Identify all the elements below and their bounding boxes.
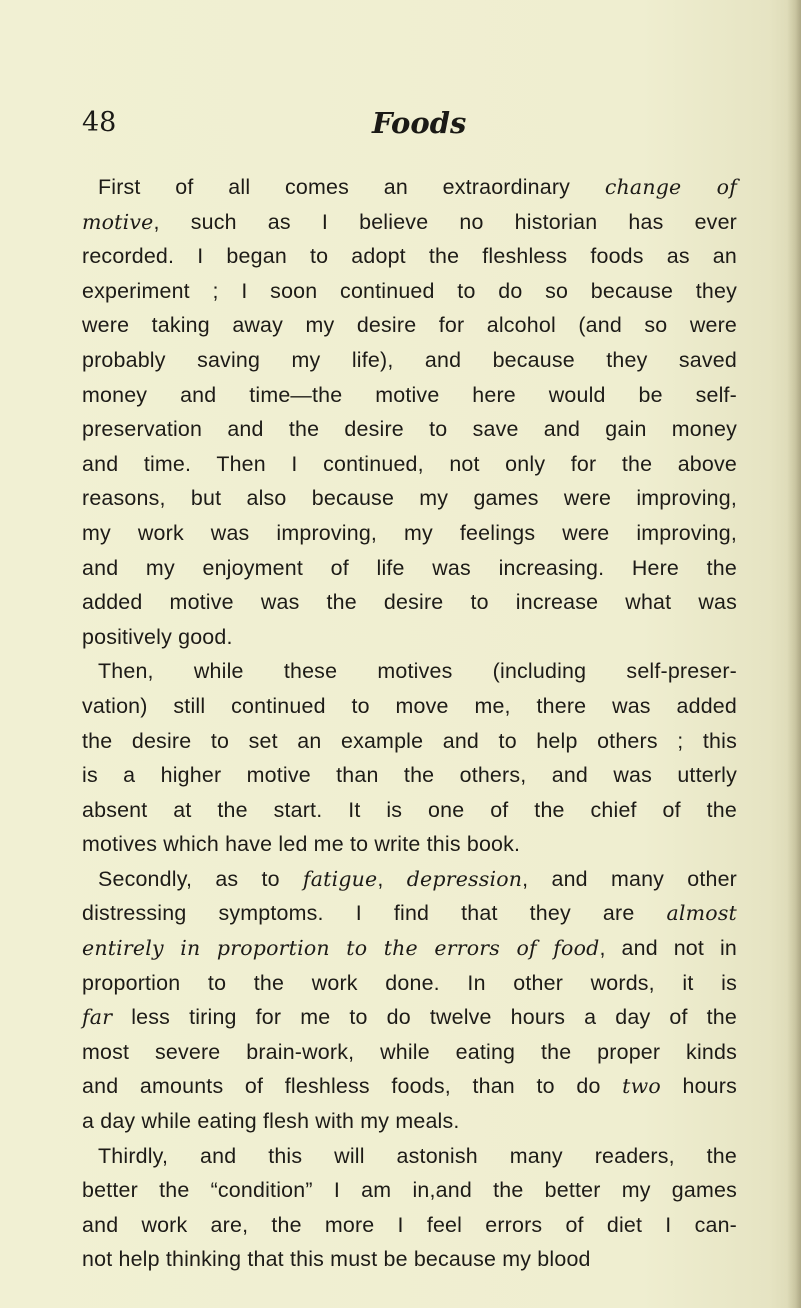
text-line [82, 620, 737, 655]
text-run: proportion to the work done. In other words, it is [82, 970, 737, 995]
text-line [82, 170, 737, 205]
text-line [82, 585, 737, 620]
text-run: most severe brain-work, while eating the proper kinds [82, 1039, 737, 1064]
text-run: Then, while these motives (including self-preser- [98, 659, 737, 684]
text-run: my work was improving, my feelings were improving, [82, 520, 737, 545]
text-line [82, 827, 737, 862]
text-run: reasons, but also because my games were improving, [82, 486, 737, 511]
running-title: Foods [372, 106, 467, 140]
text-line [82, 274, 737, 309]
text-line [82, 481, 737, 516]
text-run: added motive was the desire to increase what was [82, 590, 737, 615]
text-run: better the “condition” I am in,and the better my games [82, 1178, 737, 1203]
text-run: positively good. [82, 624, 233, 649]
body-text [82, 170, 737, 1277]
paragraph [82, 862, 737, 1139]
text-line [82, 896, 737, 931]
text-line [82, 1069, 737, 1104]
text-line [82, 724, 737, 759]
text-run: experiment ; I soon continued to do so because they [82, 278, 737, 303]
text-run: money and time—the motive here would be self- [82, 382, 737, 407]
italic-text: two [622, 1074, 661, 1099]
text-run: not help thinking that this must be because my blood [82, 1247, 591, 1272]
text-line [82, 1208, 737, 1243]
text-run: and my enjoyment of life was increasing. Here the [82, 555, 737, 580]
text-run: , such as I believe no historian has ever [153, 209, 737, 234]
text-run: recorded. I began to adopt the fleshless foods as an [82, 244, 737, 269]
text-line [82, 1242, 737, 1277]
italic-text: almost [666, 901, 737, 926]
italic-text: fatigue [302, 866, 378, 891]
text-run: , and many other [522, 866, 737, 891]
italic-text: entirely in proportion to the errors of food [82, 936, 600, 961]
text-run: hours [660, 1074, 737, 1099]
text-line [82, 205, 737, 240]
paragraph [82, 170, 737, 654]
text-line [82, 516, 737, 551]
text-run: vation) still continued to move me, there was added [82, 693, 737, 718]
running-head [0, 103, 801, 147]
text-line [82, 1000, 737, 1035]
paragraph [82, 1139, 737, 1277]
text-run: and work are, the more I feel errors of diet I can- [82, 1212, 737, 1237]
text-line [82, 862, 737, 897]
text-run: and time. Then I continued, not only for the above [82, 451, 737, 476]
italic-text: depression [406, 866, 523, 891]
text-run: absent at the start. It is one of the chief of the [82, 797, 737, 822]
text-run: distressing symptoms. I find that they are [82, 901, 667, 926]
text-line [82, 758, 737, 793]
text-line [82, 378, 737, 413]
text-line [82, 793, 737, 828]
italic-text: motive [82, 209, 154, 234]
text-run: , [377, 866, 407, 891]
paragraph [82, 654, 737, 862]
text-run: , and not in [599, 936, 737, 961]
text-run: Thirdly, and this will astonish many readers, the [98, 1143, 737, 1168]
text-line [82, 654, 737, 689]
text-run: First of all comes an extraordinary [98, 175, 605, 199]
text-run: and amounts of fleshless foods, than to do [82, 1074, 623, 1099]
text-line [82, 412, 737, 447]
text-run: the desire to set an example and to help others ; this [82, 728, 737, 753]
text-line [82, 1035, 737, 1070]
italic-text: change of [604, 175, 738, 199]
text-line [82, 343, 737, 378]
text-run: motives which have led me to write this book. [82, 832, 521, 857]
text-line [82, 1173, 737, 1208]
text-line [82, 239, 737, 274]
page-edge-shadow [787, 0, 801, 1308]
text-run: a day while eating flesh with my meals. [82, 1109, 460, 1134]
text-run: is a higher motive than the others, and was utterly [82, 763, 737, 788]
text-line [82, 1139, 737, 1174]
text-line [82, 966, 737, 1001]
text-line [82, 1104, 737, 1139]
text-run: preservation and the desire to save and gain money [82, 417, 737, 442]
text-line [82, 931, 737, 966]
text-run: probably saving my life), and because they saved [82, 347, 737, 372]
text-line [82, 447, 737, 482]
text-line [82, 308, 737, 343]
text-line [82, 689, 737, 724]
text-line [82, 551, 737, 586]
text-run: were taking away my desire for alcohol (and so were [82, 313, 737, 338]
italic-text: far [82, 1005, 113, 1030]
page-number: 48 [82, 107, 117, 138]
text-run: less tiring for me to do twelve hours a day of the [112, 1005, 737, 1030]
text-run: Secondly, as to [98, 866, 303, 891]
